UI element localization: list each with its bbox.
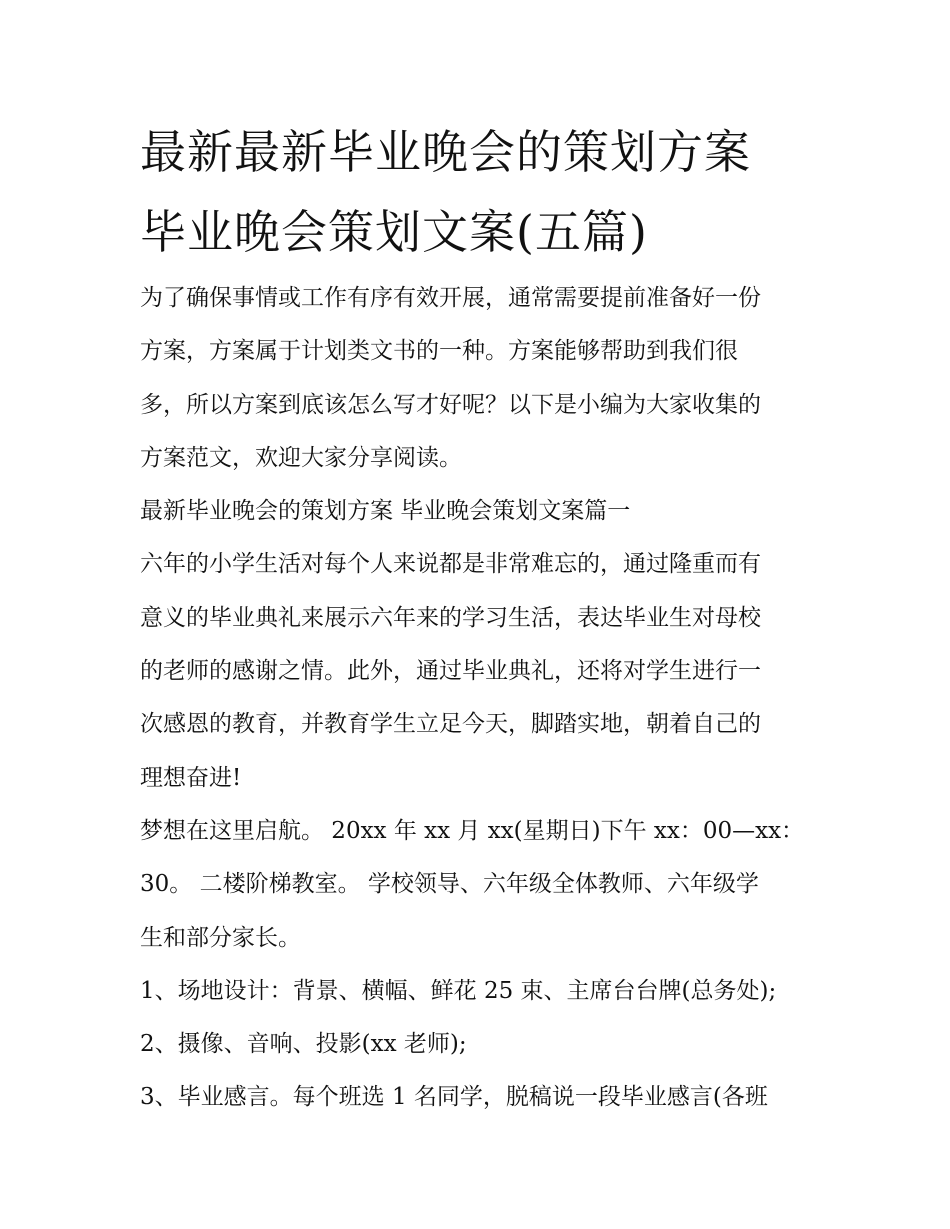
intro-paragraph-line: 为了确保事情或工作有序有效开展，通常需要提前准备好一份 [140,285,761,311]
list-item: 1、场地设计：背景、横幅、鲜花 25 束、主席台台牌(总务处); [140,977,777,1004]
list-item: 3、毕业感言。每个班选 1 名同学，脱稿说一段毕业感言(各班 [140,1084,768,1111]
event-info-line: 生和部分家长。 [140,924,301,951]
title-line: 最新最新毕业晚会的策划方案 [140,125,751,179]
title-line: 毕业晚会策划文案(五篇) [140,205,648,259]
body-paragraph-line: 的老师的感谢之情。此外，通过毕业典礼，还将对学生进行一 [140,658,761,685]
body-paragraph-line: 理想奋进! [140,764,242,791]
intro-paragraph-line: 方案范文，欢迎大家分享阅读。 [140,444,462,471]
event-info-line: 30。 二楼阶梯教室。 学校领导、六年级全体教师、六年级学 [140,871,759,898]
document-title [140,112,840,272]
event-info-line: 梦想在这里启航。 20xx 年 xx 月 xx(星期日)下午 xx：00—xx： [140,817,805,844]
list-item: 2、摄像、音响、投影(xx 老师); [140,1031,467,1058]
body-paragraph-line: 意义的毕业典礼来展示六年来的学习生活，表达毕业生对母校 [140,604,761,631]
body-paragraph-line: 六年的小学生活对每个人来说都是非常难忘的，通过隆重而有 [140,551,761,578]
document-body [140,272,830,1125]
section-heading: 最新毕业晚会的策划方案 毕业晚会策划文案篇一 [140,498,631,525]
body-paragraph-line: 次感恩的教育，并教育学生立足今天，脚踏实地，朝着自己的 [140,711,761,738]
intro-paragraph-line: 多，所以方案到底该怎么写才好呢？以下是小编为大家收集的 [140,391,761,418]
intro-paragraph-line: 方案，方案属于计划类文书的一种。方案能够帮助到我们很 [140,338,738,365]
